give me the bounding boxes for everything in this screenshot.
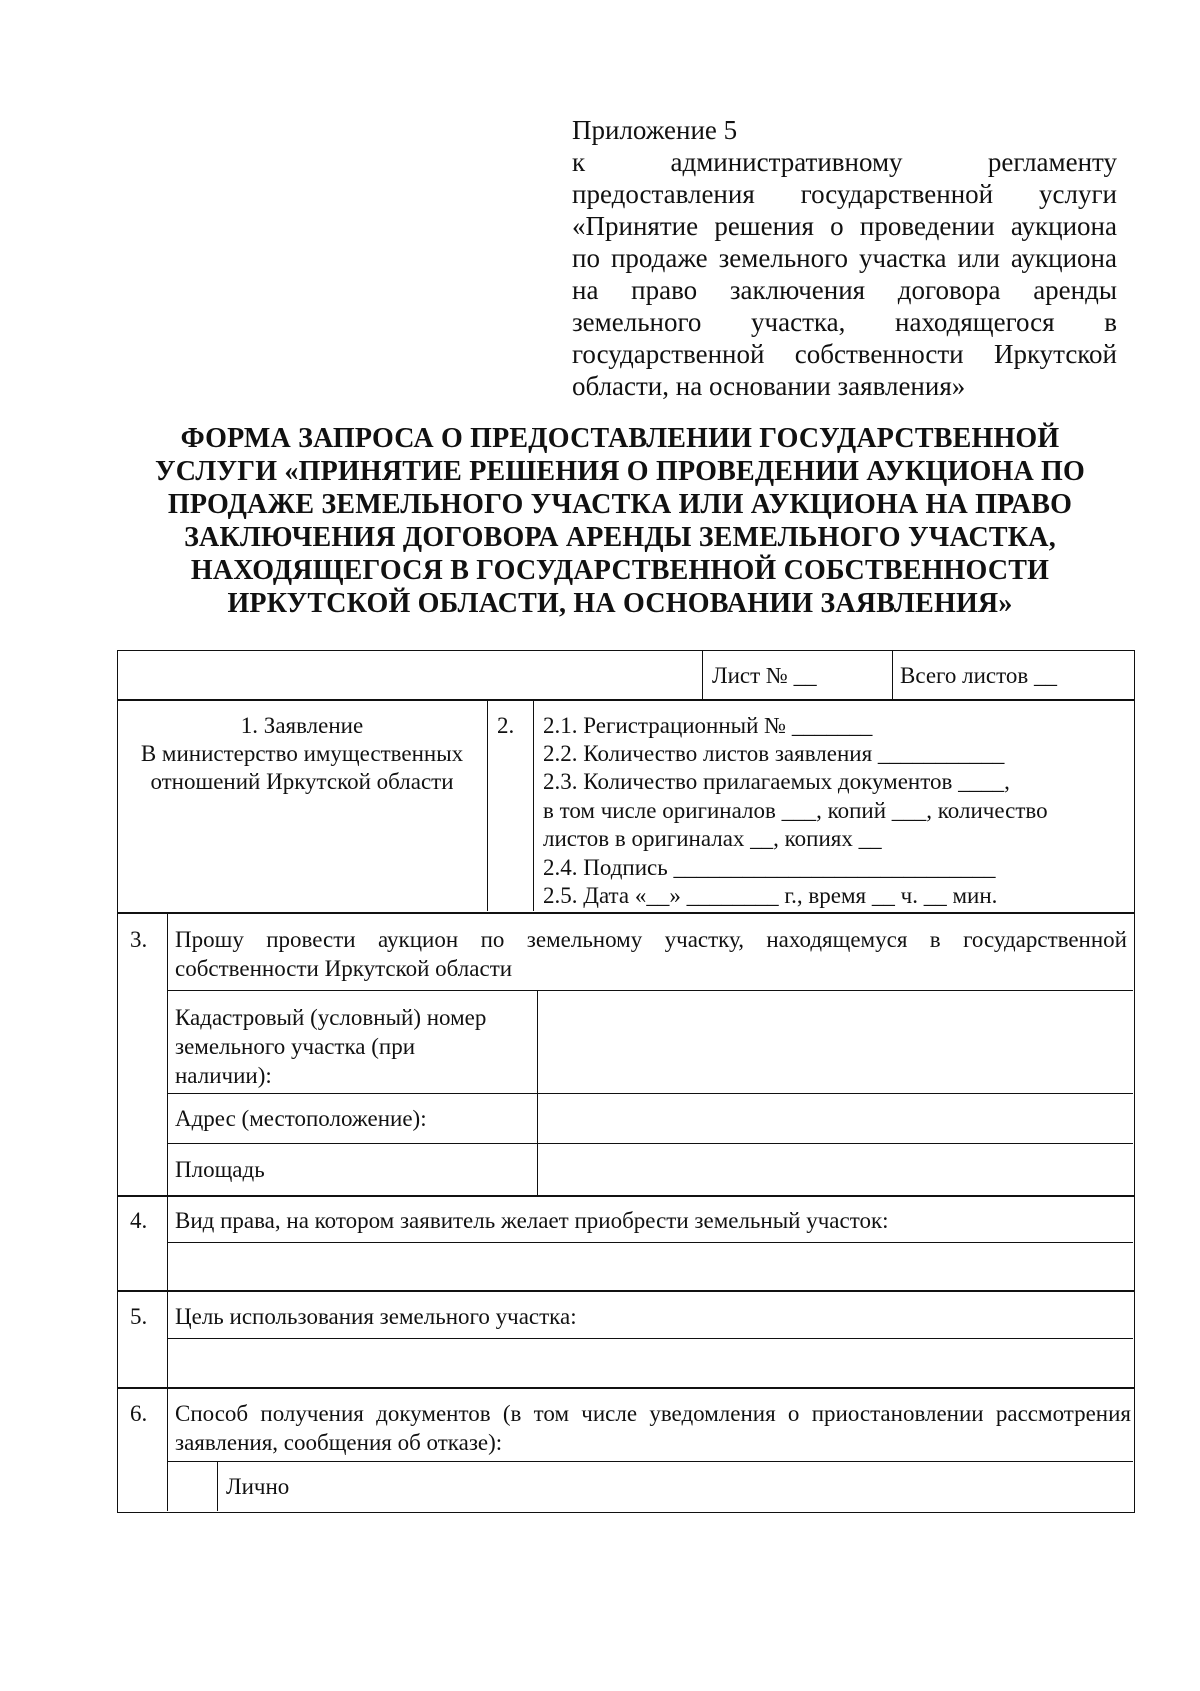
area-label: Площадь [175,1157,265,1182]
signature-field[interactable]: 2.4. Подпись ____________________________ [543,855,996,880]
section-1-title: 1. Заявление [240,713,364,738]
request-text: Прошу провести аукцион по земельному участку, находящемуся в государственной [175,927,1127,952]
divider [537,990,538,1195]
section-number: 4. [130,1208,148,1233]
right-type-input[interactable] [170,1245,1130,1288]
divider [487,699,488,911]
title-line: ФОРМА ЗАПРОСА О ПРЕДОСТАВЛЕНИИ ГОСУДАРСТВЕННОЙ [180,423,1060,454]
title-line: ЗАКЛЮЧЕНИЯ ДОГОВОРА АРЕНДЫ ЗЕМЕЛЬНОГО УЧАСТКА, [184,522,1056,553]
appendix-line: «Принятие решения о проведении аукциона [572,211,1117,241]
form-title [120,422,1120,620]
section-number: 5. [130,1304,148,1329]
divider [167,1143,1133,1144]
title-line: ИРКУТСКОЙ ОБЛАСТИ, НА ОСНОВАНИИ ЗАЯВЛЕНИЯ» [227,588,1013,619]
appendix-line: по продаже земельного участка или аукциона [572,243,1117,273]
divider [892,650,893,699]
address-input[interactable] [540,1096,1130,1141]
section-1-addressee: отношений Иркутской области [150,769,454,794]
section-number: 2. [497,713,515,738]
appendix-line: предоставления государственной услуги [572,179,1117,209]
appendix-line: на право заключения договора аренды [572,275,1117,305]
right-type-label: Вид права, на котором заявитель желает приобрести земельный участок: [175,1208,889,1233]
appendix-line: к административному регламенту [572,147,1117,177]
attached-docs-field[interactable]: 2.3. Количество прилагаемых документов ____, [543,769,1010,794]
land-use-purpose-input[interactable] [170,1341,1130,1385]
divider [167,1461,1133,1462]
divider [167,913,168,1195]
section-number: 6. [130,1401,148,1426]
divider [217,1461,218,1511]
sheets-in-originals-field[interactable]: листов в оригиналах __, копиях __ [543,826,882,851]
delivery-method-label: заявления, сообщения об отказе): [175,1430,503,1455]
sheet-number-field[interactable]: Лист № __ [712,663,817,688]
appendix-note [572,114,1117,402]
divider [533,699,534,911]
title-line: УСЛУГИ «ПРИНЯТИЕ РЕШЕНИЯ О ПРОВЕДЕНИИ АУКЦИОНА ПО [154,456,1086,487]
area-input[interactable] [540,1146,1130,1193]
title-line: НАХОДЯЩЕГОСЯ В ГОСУДАРСТВЕННОЙ СОБСТВЕННОСТИ [190,555,1050,586]
address-label: Адрес (местоположение): [175,1106,427,1131]
personal-delivery-label: Лично [226,1474,290,1499]
cadastral-number-label: наличии): [175,1063,272,1088]
appendix-line: Приложение 5 [572,115,738,145]
divider [167,1387,168,1511]
appendix-line: области, на основании заявления» [572,371,966,401]
appendix-line: земельного участка, находящегося в [572,307,1117,337]
delivery-method-label: Способ получения документов (в том числе уведомления о приостановлении рассмотрения [175,1401,1131,1426]
registration-number-field[interactable]: 2.1. Регистрационный № _______ [543,713,873,738]
personal-delivery-checkbox[interactable] [170,1464,215,1509]
cadastral-number-label: Кадастровый (условный) номер [175,1005,487,1030]
divider [167,990,1133,991]
divider [167,1338,1133,1339]
divider [167,1093,1133,1094]
land-use-purpose-label: Цель использования земельного участка: [175,1304,577,1329]
cadastral-number-input[interactable] [540,993,1130,1091]
total-sheets-field[interactable]: Всего листов __ [900,663,1058,688]
divider [702,650,703,699]
section-1-addressee: В министерство имущественных [140,741,464,766]
request-text: собственности Иркутской области [175,956,513,981]
date-time-field[interactable]: 2.5. Дата «__» ________ г., время __ ч. __ мин. [543,883,998,908]
cadastral-number-label: земельного участка (при [175,1034,416,1059]
appendix-line: государственной собственности Иркутской [572,339,1117,369]
originals-copies-field[interactable]: в том числе оригиналов ___, копий ___, количество [543,798,1048,823]
divider [167,1242,1133,1243]
section-number: 3. [130,927,148,952]
sheet-count-field[interactable]: 2.2. Количество листов заявления ___________ [543,741,1005,766]
title-line: ПРОДАЖЕ ЗЕМЕЛЬНОГО УЧАСТКА ИЛИ АУКЦИОНА НА ПРАВО [167,489,1073,520]
